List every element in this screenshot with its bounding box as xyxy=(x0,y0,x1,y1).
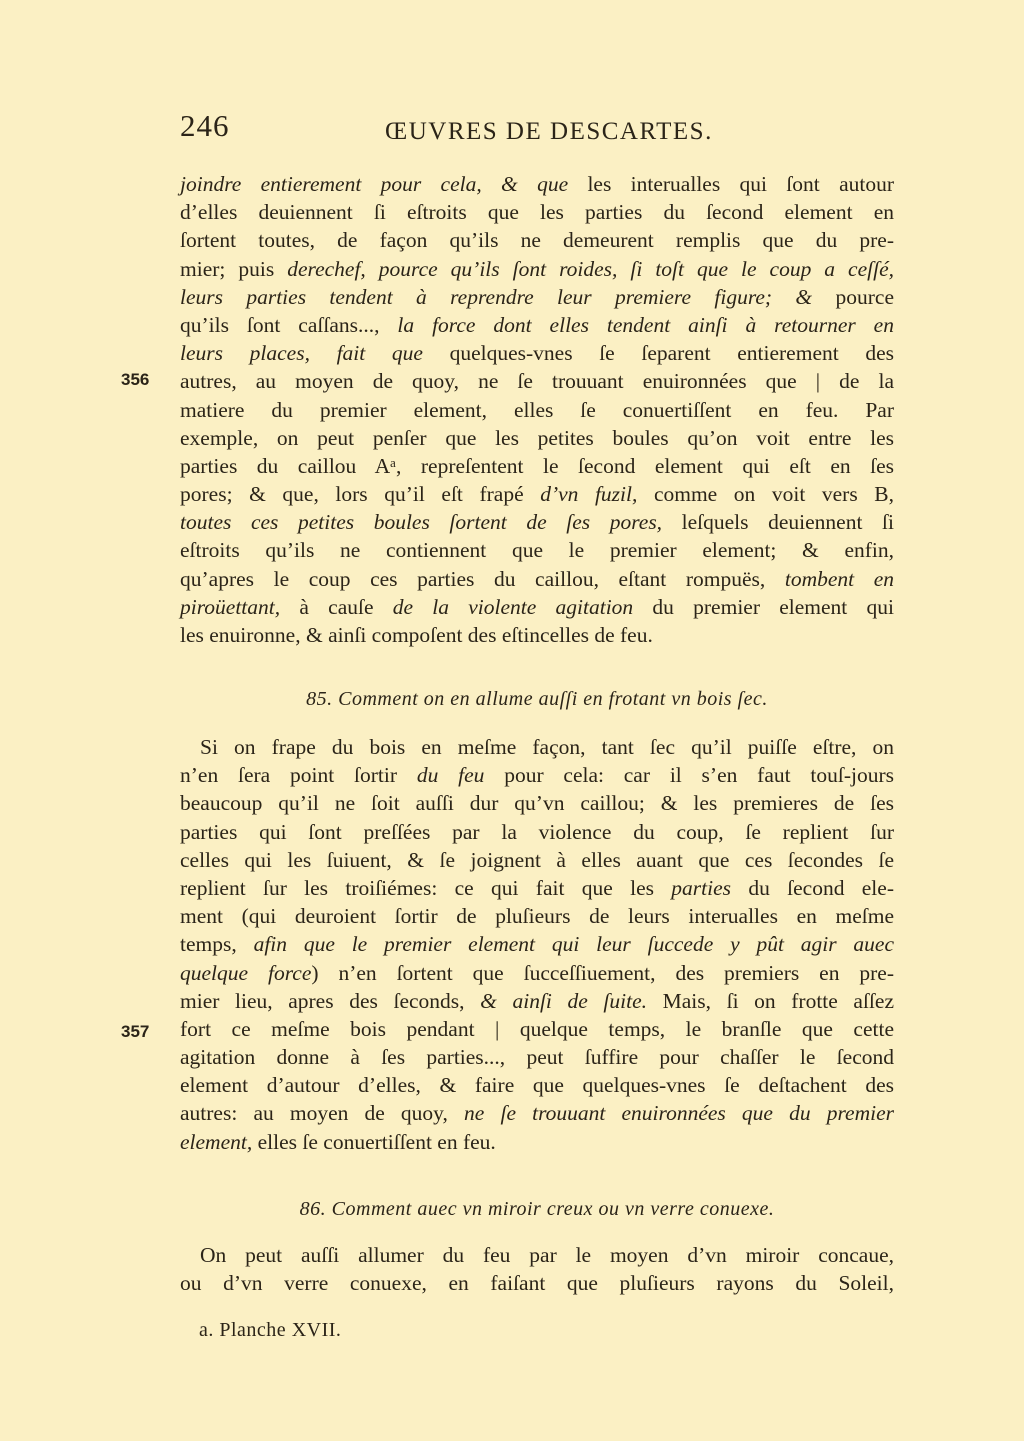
text-run: à cauſe xyxy=(280,594,393,619)
italic-text: de la violente agitation xyxy=(392,594,634,619)
italic-text: leurs places, fait que xyxy=(180,341,423,366)
paragraph-3 xyxy=(180,1241,894,1297)
italic-text: ne ſe trouuant enuironnées que du premier xyxy=(464,1101,894,1126)
italic-text: toutes ces petites boules ſortent de ſes pores, xyxy=(180,510,663,535)
italic-text: du feu xyxy=(416,763,485,788)
italic-text: la force dont elles tendent ainſi à retourner en xyxy=(397,312,894,337)
text-run: pores; & que, lors qu’il eſt frapé xyxy=(180,482,541,507)
text-line xyxy=(180,733,894,761)
text-line xyxy=(180,565,894,593)
text-line xyxy=(180,255,894,283)
text-run: matiere du premier element, elles ſe conuertiſſent en feu. Par xyxy=(180,397,894,422)
text-run: On peut auſſi allumer du feu par le moyen d’vn miroir concaue, xyxy=(200,1243,894,1267)
text-line xyxy=(180,367,894,395)
text-run: n’en ſera point ſortir xyxy=(180,763,417,788)
text-run: ſortent toutes, de façon qu’ils ne demeurent remplis que du pre- xyxy=(180,228,894,253)
text-line xyxy=(180,536,894,564)
text-line xyxy=(180,1071,894,1099)
text-line xyxy=(180,283,894,311)
italic-text: leurs parties tendent à reprendre leur premiere figure; & xyxy=(180,284,813,309)
text-run: exemple, on peut penſer que les petites boules qu’on voit entre les xyxy=(180,425,894,450)
text-line xyxy=(180,311,894,339)
text-run: autres: au moyen de quoy, xyxy=(180,1101,465,1126)
text-run: ou d’vn verre conuexe, en faiſant que pluſieurs rayons du Soleil, xyxy=(180,1271,894,1296)
text-run: ) n’en ſortent que ſucceſſiuement, des premiers en pre- xyxy=(311,960,895,985)
text-line xyxy=(180,339,894,367)
running-title: ŒUVRES DE DESCARTES. xyxy=(385,118,713,145)
text-run: eſtroits qu’ils ne contiennent que le premier element; & enfin, xyxy=(180,538,894,563)
text-run: beaucoup qu’il ne ſoit auſſi dur qu’vn caillou; & les premieres de ſes xyxy=(180,791,894,816)
text-run: ment (qui deuroient ſortir de pluſieurs de leurs interualles en meſme xyxy=(180,904,894,929)
text-line xyxy=(180,902,894,930)
text-line xyxy=(180,452,894,480)
page-number: 246 xyxy=(180,108,230,143)
text-run: autres, au moyen de quoy, ne ſe trouuant enuironnées que | de la xyxy=(180,369,894,394)
text-line xyxy=(180,480,894,508)
paragraph-2 xyxy=(180,733,894,1156)
text-run: comme on voit vers B, xyxy=(637,482,894,507)
text-run: d’elles deuiennent ſi eſtroits que les parties du ſecond element en xyxy=(180,200,894,225)
text-line xyxy=(180,930,894,958)
section-heading-85: 85. Comment on en allume auſſi en frotant vn bois ſec. xyxy=(306,688,768,710)
italic-text: joindre entierement pour cela, & que xyxy=(180,172,569,196)
text-run: Mais, ſi on frotte aſſez xyxy=(647,988,894,1013)
text-line xyxy=(180,508,894,536)
text-line xyxy=(180,396,894,424)
footnote: a. Planche XVII. xyxy=(199,1319,342,1341)
text-line xyxy=(180,1043,894,1071)
text-run: qu’apres le coup ces parties du caillou, eſtant rompuës, xyxy=(180,566,785,591)
italic-text: piroüettant, xyxy=(180,594,281,619)
text-run: replient ſur les troiſiémes: ce qui fait que les xyxy=(180,875,672,900)
text-line xyxy=(180,621,894,649)
italic-text: & ainſi de ſuite. xyxy=(480,988,647,1013)
text-line xyxy=(180,1015,894,1043)
italic-text: d’vn fuzil, xyxy=(540,482,638,507)
italic-text: afin que le premier element qui leur ſuccede y pût agir auec xyxy=(253,932,894,957)
margin-number-356: 356 xyxy=(121,370,150,389)
text-run: parties qui ſont preſſées par la violence du coup, ſe replient ſur xyxy=(180,819,894,844)
text-line xyxy=(180,1099,894,1127)
text-run: element d’autour d’elles, & faire que quelques-vnes ſe deſtachent des xyxy=(180,1073,894,1098)
text-line xyxy=(180,1241,894,1269)
italic-text: quelque force xyxy=(180,960,312,985)
text-run: quelques-vnes ſe ſeparent entierement des xyxy=(422,341,895,366)
text-run: mier; puis xyxy=(180,256,288,281)
text-run: mier lieu, apres des ſeconds, xyxy=(180,988,481,1013)
text-line xyxy=(180,170,894,198)
text-line xyxy=(180,593,894,621)
italic-text: tombent en xyxy=(784,566,894,591)
text-run: les enuironne, & ainſi compoſent des eſtincelles de feu. xyxy=(180,623,653,647)
text-line xyxy=(180,789,894,817)
text-line xyxy=(180,874,894,902)
text-line xyxy=(180,761,894,789)
text-run: du ſecond ele- xyxy=(731,875,894,900)
text-run: agitation donne à ſes parties..., peut ſuffire pour chaſſer le ſecond xyxy=(180,1045,894,1070)
margin-number-357: 357 xyxy=(121,1022,150,1041)
text-run: pour cela: car il s’en faut touſ-jours xyxy=(484,763,895,788)
italic-text: element, xyxy=(180,1129,253,1154)
text-line xyxy=(180,959,894,987)
italic-text: derechef, pource qu’ils ſont roides, ſi toſt que le coup a ceſſé, xyxy=(287,256,894,281)
text-line xyxy=(180,1269,894,1297)
section-heading-86: 86. Comment auec vn miroir creux ou vn verre conuexe. xyxy=(299,1198,775,1220)
paragraph-1 xyxy=(180,170,894,649)
text-run: leſquels deuiennent ſi xyxy=(662,510,894,535)
text-run: du premier element qui xyxy=(633,594,894,619)
text-run: parties du caillou Aᵃ, repreſentent le ſecond element qui eſt en ſes xyxy=(180,453,894,478)
text-line xyxy=(180,846,894,874)
text-run: elles ſe conuertiſſent en feu. xyxy=(252,1129,496,1154)
text-run: les interualles qui ſont autour xyxy=(568,172,894,196)
text-line xyxy=(180,424,894,452)
text-line xyxy=(180,1128,894,1156)
italic-text: parties xyxy=(671,875,732,900)
text-run: Si on frape du bois en meſme façon, tant ſec qu’il puiſſe eſtre, on xyxy=(200,735,894,759)
page-header xyxy=(180,108,896,152)
text-line xyxy=(180,987,894,1015)
text-run: pource xyxy=(812,284,894,309)
text-run: celles qui les ſuiuent, & ſe joignent à elles auant que ces ſecondes ſe xyxy=(180,847,894,872)
text-run: temps, xyxy=(180,932,254,957)
text-line xyxy=(180,818,894,846)
text-run: qu’ils ſont caſſans..., xyxy=(180,312,398,337)
text-line xyxy=(180,198,894,226)
text-run: fort ce meſme bois pendant | quelque temps, le branſle que cette xyxy=(180,1016,894,1041)
text-line xyxy=(180,226,894,254)
